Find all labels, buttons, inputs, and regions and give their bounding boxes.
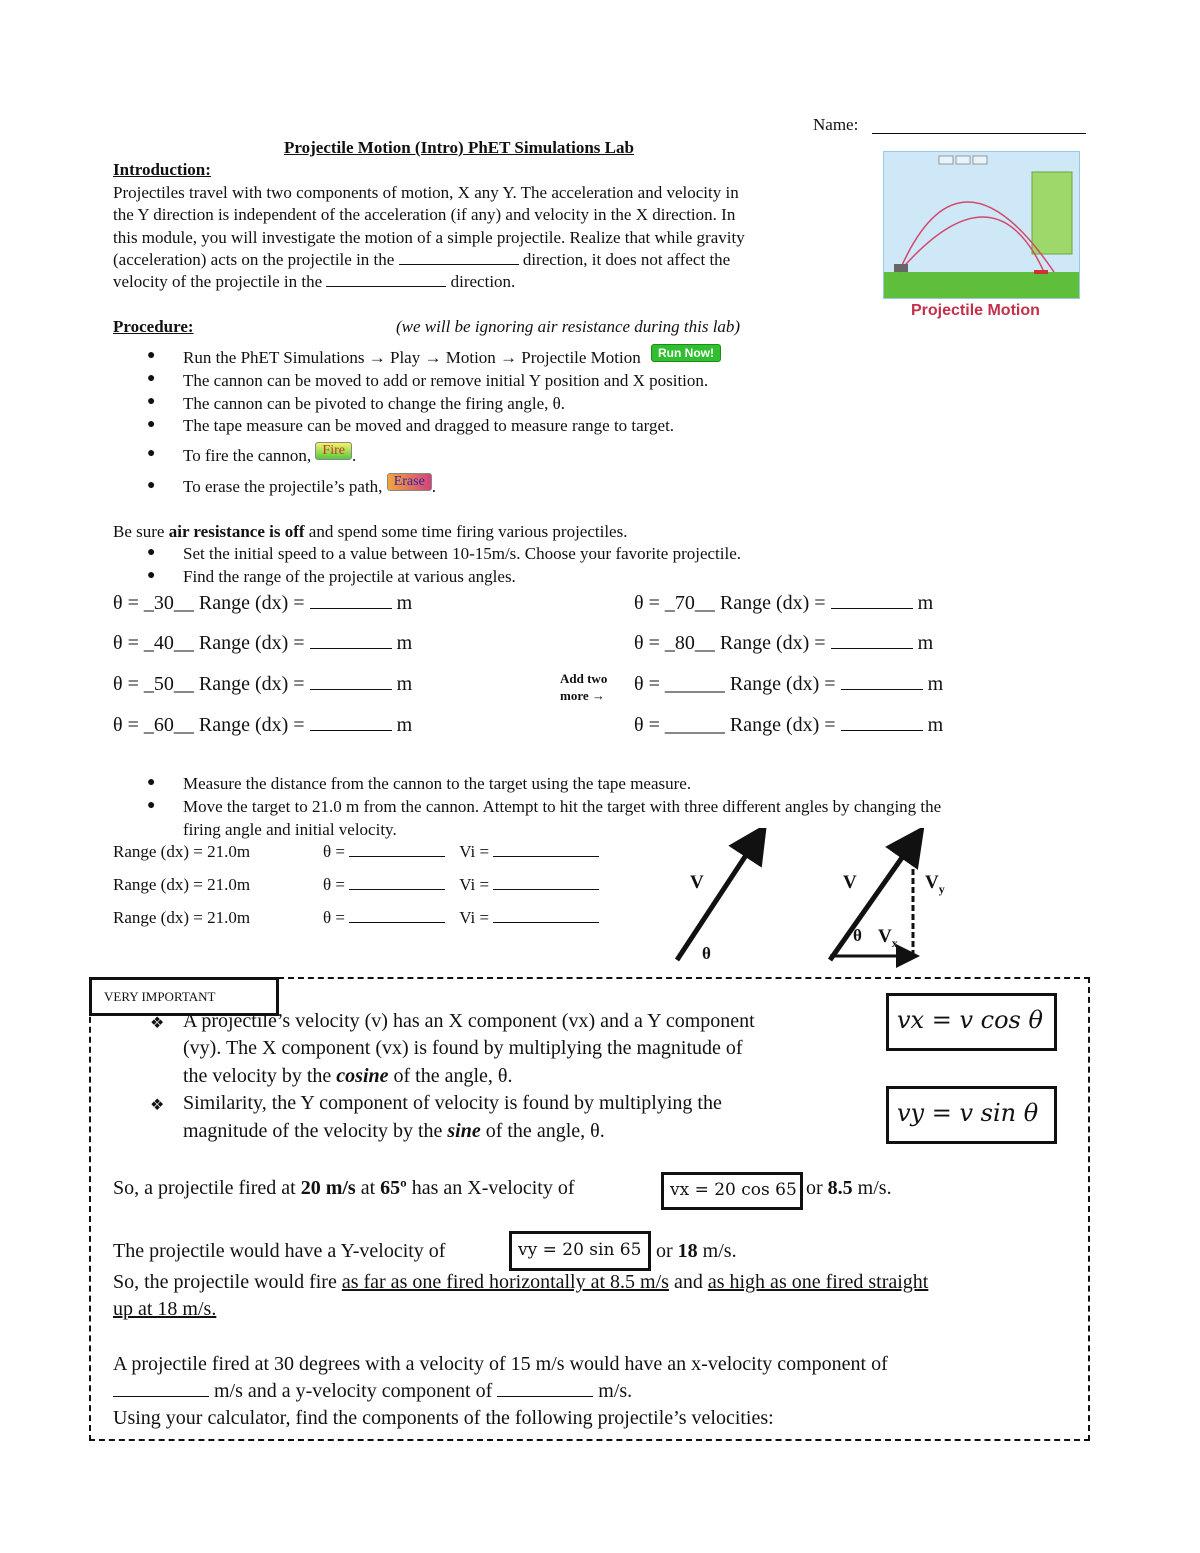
range-label: Range (dx) = [719, 592, 826, 614]
bullet-dot: ● [147, 394, 156, 409]
procedure-step-erase-text: To erase the projectile’s path, [183, 477, 383, 496]
range-right-row [634, 714, 943, 737]
name-field[interactable] [872, 133, 1086, 134]
target-range-label: Range (dx) = 21.0m [113, 842, 251, 861]
angle-value[interactable]: _30__ [143, 592, 194, 614]
target-vi-label: Vi = [459, 842, 490, 861]
ex3-pre: So, the projectile would fire [113, 1271, 342, 1293]
ex1-pre: So, a projectile fired at [113, 1177, 301, 1199]
range-label: Range (dx) = [719, 632, 826, 654]
target-step-measure: Measure the distance from the cannon to the target using the tape measure. [183, 774, 692, 793]
important-p2b [183, 1120, 605, 1143]
range-answer-blank[interactable] [310, 593, 392, 609]
intro-line-2: the Y direction is independent of the acceleration (if any) and velocity in the X direction. In [113, 205, 736, 224]
theta-label: θ = [113, 714, 139, 736]
page-title: Projectile Motion (Intro) PhET Simulations Lab [284, 138, 634, 157]
procedure-step-fire-text: To fire the cannon, [183, 446, 312, 465]
important-p1c-end: of the angle, θ. [388, 1065, 513, 1087]
range-right-row [634, 632, 933, 655]
target-vi-blank[interactable] [493, 874, 599, 890]
ex1-angle: 65º [380, 1177, 407, 1199]
velocity-vector-arrow-2 [830, 842, 913, 960]
ex1-speed: 20 m/s [300, 1177, 356, 1199]
important-p1b: (vy). The X component (vx) is found by multiplying the magnitude of [183, 1037, 743, 1059]
range-answer-blank[interactable] [831, 593, 913, 609]
ex2-value: 18 [677, 1240, 698, 1262]
example-vx-formula [661, 1172, 803, 1210]
air-resistance-instruction [113, 521, 627, 544]
target-theta-label: θ = [323, 875, 345, 894]
theta-label: θ = [113, 673, 139, 695]
range-right-row [634, 592, 933, 615]
range-left-row [113, 592, 412, 615]
intro-line-4 [113, 249, 730, 272]
formula-vx-text: vx = v cos θ [897, 1006, 1043, 1034]
range-label: Range (dx) = [198, 632, 305, 654]
fire-button[interactable]: Fire [315, 442, 352, 460]
air-res-post: and spend some time firing various projectiles. [304, 522, 628, 541]
target-range-label: Range (dx) = 21.0m [113, 875, 251, 894]
intro-line-5b: direction. [450, 272, 516, 291]
air-res-pre: Be sure [113, 522, 169, 541]
cosine-word: cosine [336, 1065, 389, 1087]
bullet-dot: ● [147, 545, 156, 560]
range-label: Range (dx) = [198, 592, 305, 614]
air-res-step-speed: Set the initial speed to a value between 10-15m/s. Choose your favorite projectile. [183, 544, 742, 563]
q2-text-a: m/s and a y-velocity component of [214, 1380, 493, 1402]
example-vx-formula-text: vx = 20 cos 65 [670, 1180, 797, 1200]
intro-line-4b: direction, it does not affect the [522, 250, 731, 269]
target-step-move-b: firing angle and initial velocity. [183, 820, 397, 839]
important-p2a: Similarity, the Y component of velocity is found by multiplying the [183, 1092, 722, 1114]
range-right-row [634, 673, 943, 696]
ex3-horizontal: as far as one fired horizontally at 8.5 m/s [341, 1271, 669, 1293]
vector-label-vy: $V_y$ [925, 872, 945, 896]
diamond-bullet: ❖ [150, 1097, 165, 1114]
intro-line-4a: (acceleration) acts on the projectile in the [113, 250, 395, 269]
vector-label-vx: $V_x$ [878, 926, 898, 950]
diamond-bullet: ❖ [150, 1015, 165, 1032]
intro-heading: Introduction: [113, 160, 211, 179]
vector-label-theta: θ [702, 944, 711, 963]
range-unit: m [917, 592, 934, 614]
blank-unaffected-direction[interactable] [326, 271, 446, 287]
range-answer-blank[interactable] [831, 633, 913, 649]
simulation-thumbnail-graphic [884, 152, 1079, 298]
procedure-step-erase [183, 476, 436, 499]
angle-value[interactable]: _60__ [143, 714, 194, 736]
velocity-vector-arrow [677, 840, 756, 960]
procedure-step-pivot: The cannon can be pivoted to change the firing angle, θ. [183, 394, 566, 413]
example-x-result [806, 1177, 892, 1200]
target-step-move-a: Move the target to 21.0 m from the cannon. Attempt to hit the target with three different angles by changing the [183, 797, 942, 816]
example-summary-1 [113, 1271, 928, 1294]
target-theta-label: θ = [323, 842, 345, 861]
air-res-bold: air resistance is off [168, 522, 305, 541]
ex1-value: 8.5 [827, 1177, 853, 1199]
formula-vx [886, 993, 1057, 1051]
range-label: Range (dx) = [729, 714, 836, 736]
add-two-more-note [560, 670, 607, 704]
range-unit: m [927, 714, 944, 736]
bullet-dot: ● [147, 348, 156, 363]
procedure-step-move: The cannon can be moved to add or remove initial Y position and X position. [183, 371, 709, 390]
range-label: Range (dx) = [198, 673, 305, 695]
ex1-or: or [806, 1177, 828, 1199]
simulation-thumbnail [883, 151, 1080, 299]
sine-word: sine [447, 1120, 481, 1142]
intro-line-5a: velocity of the projectile in the [113, 272, 323, 291]
procedure-step-fire [183, 445, 356, 468]
formula-vy [886, 1086, 1057, 1144]
thumbnail-caption: Projectile Motion [911, 302, 1040, 319]
theta-label: θ = [634, 673, 660, 695]
theta-label: θ = [113, 632, 139, 654]
angle-value[interactable]: _50__ [143, 673, 194, 695]
example-vy-formula [509, 1231, 651, 1271]
target-trial-row [113, 907, 599, 930]
add-note-line2: more → [560, 688, 605, 703]
blank-y-component[interactable] [497, 1381, 593, 1397]
important-p1a: A projectile’s velocity (v) has an X component (vx) and a Y component [183, 1010, 755, 1032]
name-label-text: Name: [813, 115, 859, 134]
important-p2b-text: magnitude of the velocity by the [183, 1120, 448, 1142]
bullet-dot: ● [147, 478, 156, 493]
question-2 [113, 1380, 632, 1403]
target-range-label: Range (dx) = 21.0m [113, 908, 251, 927]
formula-vy-text: vy = v sin θ [897, 1099, 1039, 1127]
air-res-step-range: Find the range of the projectile at various angles. [183, 567, 516, 586]
range-left-row [113, 673, 412, 696]
range-unit: m [396, 592, 413, 614]
range-label: Range (dx) = [729, 673, 836, 695]
ex1-unit: m/s. [852, 1177, 892, 1199]
target-vi-label: Vi = [459, 875, 490, 894]
procedure-heading: Procedure: [113, 317, 194, 336]
intro-line-5 [113, 271, 515, 294]
target-theta-blank[interactable] [349, 841, 445, 857]
example-y-result [656, 1240, 737, 1263]
run-now-button[interactable]: Run Now! [651, 344, 721, 362]
range-answer-blank[interactable] [841, 674, 923, 690]
ex1-at: at [355, 1177, 381, 1199]
range-answer-blank[interactable] [310, 715, 392, 731]
angle-value[interactable]: _40__ [143, 632, 194, 654]
theta-label: θ = [634, 714, 660, 736]
target-theta-label: θ = [323, 908, 345, 927]
important-p2b-end: of the angle, θ. [480, 1120, 605, 1142]
target-vi-blank[interactable] [493, 907, 599, 923]
angle-value[interactable]: _70__ [664, 592, 715, 614]
range-unit: m [396, 673, 413, 695]
target-vi-label: Vi = [459, 908, 490, 927]
procedure-note: (we will be ignoring air resistance during this lab) [396, 317, 741, 336]
target-trial-row [113, 874, 599, 897]
vector-label-v: V [690, 872, 704, 893]
target-theta-blank[interactable] [349, 907, 445, 923]
range-answer-blank[interactable] [841, 715, 923, 731]
range-answer-blank[interactable] [310, 633, 392, 649]
example-y-velocity: The projectile would have a Y-velocity of [113, 1240, 446, 1262]
important-p1c [183, 1065, 513, 1088]
example-vy-formula-text: vy = 20 sin 65 [518, 1240, 642, 1260]
q2-text-b: m/s. [598, 1380, 633, 1402]
angle-value[interactable]: ______ [664, 714, 725, 736]
target-theta-blank[interactable] [349, 874, 445, 890]
period: . [431, 477, 437, 496]
erase-button[interactable]: Erase [387, 473, 432, 491]
bullet-dot: ● [147, 371, 156, 386]
theta-label: θ = [634, 592, 660, 614]
question-1: A projectile fired at 30 degrees with a velocity of 15 m/s would have an x-velocity component of [113, 1353, 888, 1375]
angle-value[interactable]: ______ [664, 673, 725, 695]
theta-label: θ = [634, 632, 660, 654]
intro-line-1: Projectiles travel with two components of motion, X any Y. The acceleration and velocity in [113, 183, 739, 202]
range-answer-blank[interactable] [310, 674, 392, 690]
ex1-post: has an X-velocity of [406, 1177, 575, 1199]
blank-gravity-direction[interactable] [399, 249, 519, 265]
important-p1c-text: the velocity by the [183, 1065, 337, 1087]
range-left-row [113, 714, 412, 737]
range-left-row [113, 632, 412, 655]
question-3: Using your calculator, find the components of the following projectile’s velocities: [113, 1407, 774, 1429]
blank-x-component[interactable] [113, 1381, 209, 1397]
vector-label-v-2: V [843, 872, 857, 893]
angle-value[interactable]: _80__ [664, 632, 715, 654]
procedure-step-run-text: Run the PhET Simulations → Play → Motion → Projectile Motion [183, 348, 641, 367]
theta-label: θ = [113, 592, 139, 614]
ex2-unit: m/s. [697, 1240, 737, 1262]
range-label: Range (dx) = [198, 714, 305, 736]
procedure-step-run [183, 347, 721, 370]
bullet-dot: ● [147, 798, 156, 813]
ex2-or: or [656, 1240, 678, 1262]
bullet-dot: ● [147, 568, 156, 583]
range-unit: m [927, 673, 944, 695]
ex3-and: and [668, 1271, 708, 1293]
target-vi-blank[interactable] [493, 841, 599, 857]
target-trial-row [113, 841, 599, 864]
example-summary-2: up at 18 m/s. [113, 1298, 217, 1320]
range-unit: m [396, 714, 413, 736]
important-tag-text: VERY IMPORTANT [104, 989, 216, 1004]
ex3-vertical: as high as one fired straight [707, 1271, 929, 1293]
intro-line-3: this module, you will investigate the motion of a simple projectile. Realize that while gravity [113, 228, 745, 247]
vector-label-theta-2: θ [853, 926, 862, 945]
example-x-velocity [113, 1177, 575, 1200]
range-unit: m [396, 632, 413, 654]
procedure-step-tape: The tape measure can be moved and dragged to measure range to target. [183, 416, 675, 435]
period: . [351, 446, 357, 465]
bullet-dot: ● [147, 417, 156, 432]
bullet-dot: ● [147, 446, 156, 461]
name-label [813, 114, 858, 137]
add-note-line1: Add two [560, 671, 608, 686]
bullet-dot: ● [147, 775, 156, 790]
range-unit: m [917, 632, 934, 654]
